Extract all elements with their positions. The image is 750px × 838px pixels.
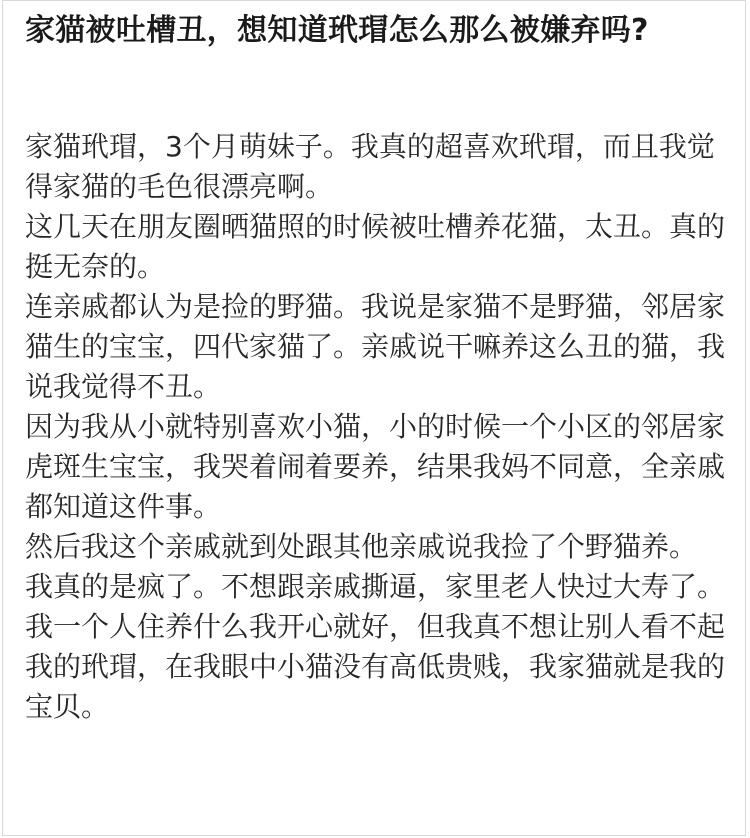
post-paragraph: 我一个人住养什么我开心就好，但我真不想让别人看不起我的玳瑁，在我眼中小猫没有高低贵贱，我家猫就是我的宝贝。 — [25, 610, 726, 723]
post-paragraph: 这几天在朋友圈晒猫照的时候被吐槽养花猫，太丑。真的挺无奈的。 — [25, 210, 726, 283]
post-paragraph: 连亲戚都认为是捡的野猫。我说是家猫不是野猫，邻居家猫生的宝宝，四代家猫了。亲戚说干嘛养这么丑的猫，我说我觉得不丑。 — [25, 290, 726, 403]
post-paragraph: 因为我从小就特别喜欢小猫，小的时候一个小区的邻居家虎斑生宝宝，我哭着闹着要养，结果我妈不同意，全亲戚都知道这件事。 — [25, 410, 726, 523]
post-card — [2, 0, 746, 836]
post-paragraph: 我真的是疯了。不想跟亲戚撕逼，家里老人快过大寿了。 — [25, 570, 726, 603]
post-paragraph: 然后我这个亲戚就到处跟其他亲戚说我捡了个野猫养。 — [25, 530, 698, 563]
post-title: 家猫被吐槽丑，想知道玳瑁怎么那么被嫌弃吗? — [25, 13, 649, 48]
post-paragraph: 家猫玳瑁，3个月萌妹子。我真的超喜欢玳瑁，而且我觉得家猫的毛色很漂亮啊。 — [25, 130, 715, 203]
post-body — [25, 127, 725, 727]
